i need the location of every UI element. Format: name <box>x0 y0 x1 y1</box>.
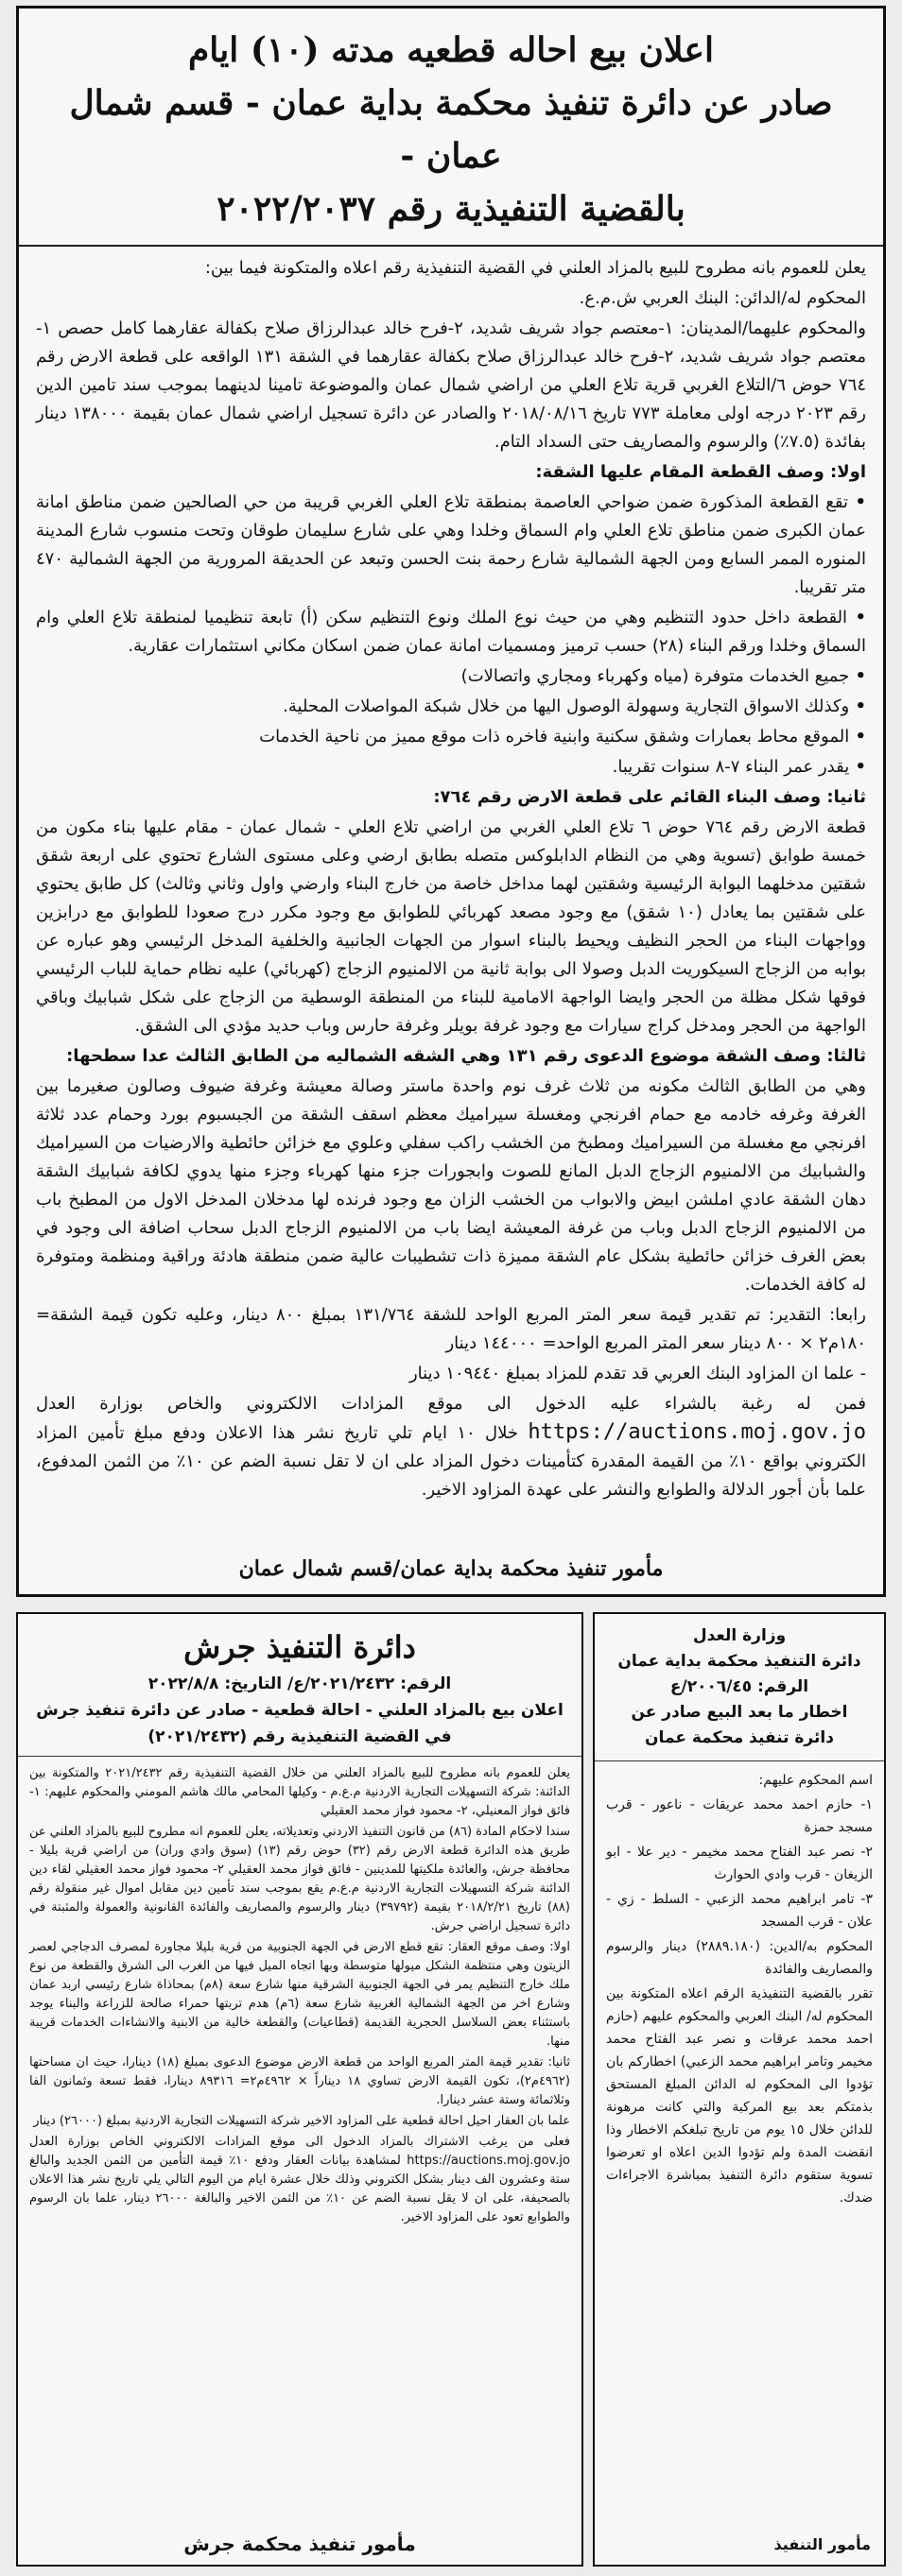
jerash-paragraph: اولا: وصف موقع العقار: تقع قطع الارض في الجهة الجنوبية من قرية بليلا مجاورة لمصرف الدجاجي لعصر الزيتون وهي منتظمة الشكل ميولها متوسطة وبها اتجاه الميل فيها من الغرب الى الشرق والقطعة من نوع ملك خارج التنظيم يمر في الجهة الجنوبية الشرقية منها شارع سعة (٨م) بمحاذاة شارع رئيسي اربد عمان وشارع اخر من الجهة الشمالية الغربية شارع سعة (٦م) هدم تربتها حمراء صالحة للزراعة والبناء يوجد باستثناء بعض السلاسل الحجرية القديمة (قطاعيات) والقطعة خالية من الابنية والانشاءات الخدمات قريبة منها. <box>29 1940 570 2049</box>
notice-title-line: اعلان بيع احاله قطعيه مدته (١٠) ايام <box>188 30 714 70</box>
justice-header-line: اخطار ما بعد البيع صادر عن <box>631 1703 848 1722</box>
notice-body <box>19 247 883 1504</box>
notice-signature: مأمور تنفيذ محكمة بداية عمان/قسم شمال عمان <box>238 1556 664 1581</box>
jerash-announcement-line: في القضية التنفيذية رقم (٢٠٢١/٢٤٣٢) <box>147 1727 452 1746</box>
section1-bullet: • جميع الخدمات متوفرة (مياه وكهرباء ومجاري واتصالات) <box>460 666 866 686</box>
jerash-reference: الرقم: ٢٠٢١/٢٤٣٢/ع/ التاريخ: ٢٠٢٢/٨/٨ <box>147 1674 452 1693</box>
jerash-paragraph: سندا لاحكام المادة (٨٦) من قانون التنفيذ الاردني وتعديلاته، يعلن للعموم انه مطروح للبيع بالمزاد العلني عن طريق هذه الدائرة قطعة الارض رقم (٣٢) حوض رقم (١٣) (سوق وادي وران) من اراضي قرية بليلا - محافظة جرش، والعائدة ملكيتها للمدينين - فائق فواز محمد العقيلي ٢- محمود فواز محمد العقيلي لقاء دين الدائنة شركة التسهيلات التجارية الاردنية م.ع.م يقع بموجب سند تأمين دين مقابل اموال غير منقولة رقم (٨٨) تاريخ ٢٠١٨/٢/٢١ بقيمة (٣٩٧٩٢) دينار والرسوم والمصاريف والفائدة القانونية والعمولة والمثبتة في دائرة تسجيل اراضي جرش. <box>29 1825 570 1933</box>
section1-bullet: • وكذلك الاسواق التجارية وسهولة الوصول اليها من خلال شبكة المواصلات المحلية. <box>283 696 866 716</box>
main-auction-notice <box>16 6 886 1597</box>
justice-header-line: وزارة العدل <box>692 1626 787 1645</box>
section1-bullet: • الموقع محاط بعمارات وشقق سكنية وابنية فاخره ذات موقع مميز من ناحية الخدمات <box>259 727 866 747</box>
justice-body <box>595 1761 884 2219</box>
justice-header-line: دائرة التنفيذ محكمة بداية عمان <box>617 1652 861 1671</box>
valuation-text: رابعا: التقدير: تم تقدير قيمة سعر المتر المربع الواحد للشقة ١٣١/٧٦٤ بمبلغ ٨٠٠ دينار، وعليه تكون قيمة الشقة= ١٨٠م٢ × ٨٠٠ دينار سعر المتر المربع الواحد= ١٤٤٠٠٠ دينار <box>36 1305 867 1353</box>
justice-header <box>595 1614 884 1761</box>
notice-title-line: صادر عن دائرة تنفيذ محكمة بداية عمان - قسم شمال عمان - <box>69 83 833 176</box>
justice-paragraph: ٣- تامر ابراهيم محمد الزعبي - السلط - زي - علان - قرب المسجد <box>606 1892 873 1930</box>
jerash-dept-name: دائرة التنفيذ جرش <box>183 1629 416 1665</box>
section1-bullet: • يقدر عمر البناء ٧-٨ سنوات تقريبا. <box>612 757 866 777</box>
justice-header-line: الرقم: ٢٠٠٦/٤٥/ع <box>669 1677 809 1696</box>
creditor-text: المحكوم له/الدائن: البنك العربي ش.م.ع. <box>579 288 866 308</box>
participation-text: فمن له رغبة بالشراء عليه الدخول الى موقع المزادات الالكتروني والخاص بوزارة العدل https://auctions.moj.gov.jo خلال ١٠ ايام تلي تاريخ نشر هذا الاعلان ودفع مبلغ تأمين المزاد الكتروني بواقع ١٠٪ من القيمة المقدرة كتأمينات دخول المزاد على ان لا تقل نسبة الضم عن ١٠٪ من الثمن المدفوع، علما بأن أجور الدلالة والطوابع والنشر على عهدة المزاود الاخير. <box>36 1394 867 1500</box>
justice-paragraph: ٢- نصر عبد الفتاح محمد مخيمر - دير علا - ابو الزيغان - قرب وادي الحوارث <box>606 1845 873 1882</box>
jerash-auction-notice <box>16 1612 583 2567</box>
auction-site-link[interactable]: https://auctions.moj.gov.jo <box>528 1420 866 1444</box>
justice-paragraph: المحكوم به/الدين: (٢٨٨٩.١٨٠) دينار والرسوم والمصاريف والفائدة <box>606 1939 873 1977</box>
jerash-paragraph: يعلن للعموم بانه مطروح للبيع بالمزاد العلني من خلال القضية التنفيذية رقم ٢٠٢١/٢٤٣٢ والمتكونة بين الدائنة: شركة التسهيلات التجارية الاردنية م.ع.م - وكيلها المحامي مالك هاشم المومني والمحكوم عليهم: ١- فائق فواز المعنيلي، ٢- محمود فواز محمد العقيلي <box>29 1766 570 1818</box>
section1-bullet: • القطعة داخل حدود التنظيم وهي من حيث نوع الملك ونوع التنظيم سكن (أ) تابعة تنظيميا لمنطقة تلاع العلي وام السماق وخلدا ورقم البناء (٢٨) حسب ترميز ومسميات امانة عمان ضمن اسكان مكاني استثمارات عقارية. <box>36 608 866 656</box>
bid-note: - علما ان المزاود البنك العربي قد تقدم للمزاد بمبلغ ١٠٩٤٤٠ دينار <box>408 1364 866 1383</box>
debtors-text: والمحكوم عليهما/المدينان: ١-معتصم جواد شريف شديد، ٢-فرح خالد عبدالرزاق صلاح بكفالة عقارهما كامل حصص ١-معتصم جواد شريف شديد، ٢-فرح خالد عبدالرزاق صلاح بكفالة عقارهما في الشقة ١٣١ الواقعه على قطعة الارض رقم ٧٦٤ حوض ٦/التلاع الغربي قرية تلاع العلي من اراضي شمال عمان والموضوعة تامينا لدينهما بموجب سند تامين الدين رقم ٢٠٢٣ درجه اولى معاملة ٧٧٣ تاريخ ٢٠١٨/٠٨/١٦ والصادر عن دائرة تسجيل اراضي شمال عمان بقيمة ١٣٨٠٠٠ دينار بفائدة (٧.٥٪) والرسوم والمصاريف حتى السداد التام. <box>36 318 866 452</box>
jerash-announcement-line: اعلان بيع بالمزاد العلني - احالة قطعية - صادر عن دائرة تنفيذ جرش <box>36 1701 564 1720</box>
justice-post-sale-notice <box>593 1612 886 2567</box>
jerash-signature: مأمور تنفيذ محكمة جرش <box>183 2533 416 2555</box>
section2-heading: ثانيا: وصف البناء القائم على قطعة الارض رقم ٧٦٤: <box>433 787 866 807</box>
intro-text: يعلن للعموم بانه مطروح للبيع بالمزاد العلني في القضية التنفيذية رقم اعلاه والمتكونة فيما بين: <box>204 258 866 278</box>
section2-text: قطعة الارض رقم ٧٦٤ حوض ٦ تلاع العلي الغربي من اراضي تلاع العلي - شمال عمان - مقام عليها بناء مكون من خمسة طوابق (تسوية وهي من النظام الدابلوكس متصله بطابق ارضي وعلى مستوى الشارع تحتوي على اربعة شقق شقتين مدخلهما البوابة الرئيسية وشقتين لهما مداخل خاصة من خارج البناء وارضي واول وثاني وثالث) كل طابق يحتوي على شقتين بما يعادل (١٠ شقق) مع وجود مصعد كهربائي للطوابق مع وجود مكرر درج صعودا للطوابق مع درابزين وواجهات البناء من الحجر النظيف ويحيط بالبناء اسوار من الجهات الجانبية والخلفية المدخل الرئيسي وهو عباره عن بوابه من الزجاج السيكوريت الدبل وصولا الى بوابة ثانية من الالمنيوم الزجاج (كهربائي) عليه نظام حماية للباب الرئيسي فوقها شكل مظلة من الحجر وايضا الواجهة الامامية للبناء من المنطقة الوسطية من الزجاج على شكل شبابيك وباقي الواجهة من الحجر ومدخل كراج سيارات مع وجود غرفة بويلر وغرفة حارس وباب حديد مؤدي الى الشقق. <box>36 817 866 1036</box>
notice-title <box>19 9 883 247</box>
section1-heading: اولا: وصف القطعة المقام عليها الشقة: <box>535 462 866 482</box>
justice-paragraph: ١- حازم احمد محمد عريقات - ناعور - قرب مسجد حمزة <box>606 1797 873 1835</box>
jerash-paragraph: علما بان العقار احيل احالة قطعية على المزاود الاخير شركة التسهيلات التجارية الاردنية بمبلغ (٢٦٠٠٠) دينار <box>33 2114 570 2128</box>
justice-footer: مأمور التنفيذ <box>773 2535 871 2553</box>
section3-text: وهي من الطابق الثالث مكونه من ثلاث غرف نوم واحدة ماستر وصالة معيشة وغرفة ضيوف وصالون صغيرما بين الغرفة وغرفه خادمه مع حمام افرنجي ومغسلة سيراميك معظم اسقف الشقة من الجبسبوم بورد وحمام عدد ثلاثة افرنجي مع مغسلة من السيراميك ومطبخ من الخشب راكب سفلي وعلوي مع خزائن حائطية والارضيات من السيراميك والشبابيك من الالمنيوم الزجاج الدبل المانع للصوت وابجورات جزء منها كهرباء وجزء منها يدوي لكافة شبابيك الشقة دهان الشقة عادي املشن ابيض والابواب من الخشب الزان مع وجود فرنده لها مدخلان المدخل الاول من المطبخ باب من الالمنيوم الزجاج الدبل وباب من غرفة المعيشة ايضا باب من الالمنيوم الزجاج الدبل سحاب اضافة الى وجود في بعض الغرف خزائن حائطية بشكل عام الشقة مميزة ذات تشطيبات عالية ضمن منطقة هادئة وراقية ومنظمة ومتوفرة له كافة الخدمات. <box>36 1076 866 1295</box>
justice-paragraph: تقرر بالقضية التنفيذية الرقم اعلاه المتكونة بين المحكوم له/ البنك العربي والمحكوم عليهم (حازم احمد محمد عرقات و نصر عبد الفتاح محمد مخيمر وتامر ابراهيم محمد الزعبي) اخطاركم بان تؤدوا الى المحكوم له الدائن المبلغ المستحق بذمتكم بعد بيع المركبة والتي كانت مرهونة للدائن خلال ١٥ يوم من تاريخ تبلغكم الاخطار وذا انقضت المدة ولم تؤدوا الدين اعلاه او تعرضوا تسوية ستقوم دائرة التنفيذ بمباشرة الاجراءات ضدك. <box>606 1986 873 2206</box>
jerash-body <box>18 1757 581 2237</box>
jerash-paragraph: ثانيا: تقدير قيمة المتر المربع الواحد من قطعة الارض موضوع الدعوى بمبلغ (١٨) دينارا، حيث ان مساحتها (٤٩٦٢م٢)، تكون القيمة الارض تساوي ١٨ ديناراً × ٤٩٦٢م٢= ٨٩٣١٦ دينارا، فقط تسعة وثمانون الفا وثلاثمائة وستة عشر دينارا. <box>29 2055 570 2107</box>
justice-paragraph: اسم المحكوم عليهم: <box>758 1773 873 1788</box>
section3-heading: ثالثا: وصف الشقة موضوع الدعوى رقم ١٣١ وهي الشقه الشماليه من الطابق الثالث عدا سطحها: <box>66 1046 866 1066</box>
jerash-paragraph: فعلى من يرغب الاشتراك بالمزاد الدخول الى موقع المزادات الالكتروني الخاص بوزارة العدل https://auctions.moj.gov.jo لمشاهدة بيانات العقار ودفع ١٠٪ قيمة التأمين من الثمن الجديد والبالغ ستة وعشرون الف دينار بشكل الكتروني وذلك خلال عشرة ايام من اليوم التالي يلي تاريخ نشر هذا الاعلان بالصحيفة، على ان لا يقل نسبة الضم عن ١٠٪ من الثمن الاخير والبالغة ٢٦٠٠٠ دينار، علما بان الرسوم والطوابع تعود على المزاود الاخير. <box>29 2135 570 2224</box>
section1-bullet: • تقع القطعة المذكورة ضمن ضواحي العاصمة بمنطقة تلاع العلي الغربي قريبة من حي الصالحين ضمن مناطق امانة عمان الكبرى ضمن مناطق تلاع العلي وام السماق وخلدا وهي على شارع سليمان طوقان وتحت منسوب شارع المدينة المنوره الممر السابع ومن الجهة الشمالية شارع رحمة بنت الحسن وتبعد عن الحديقة المرورية من الجهة الشمالية ٤٧٠ متر تقريبا. <box>36 492 866 597</box>
jerash-header <box>18 1614 581 1757</box>
notice-title-line: بالقضية التنفيذية رقم ٢٠٢٢/٢٠٣٧ <box>217 189 685 229</box>
justice-header-line: دائرة تنفيذ محكمة عمان <box>645 1728 834 1747</box>
